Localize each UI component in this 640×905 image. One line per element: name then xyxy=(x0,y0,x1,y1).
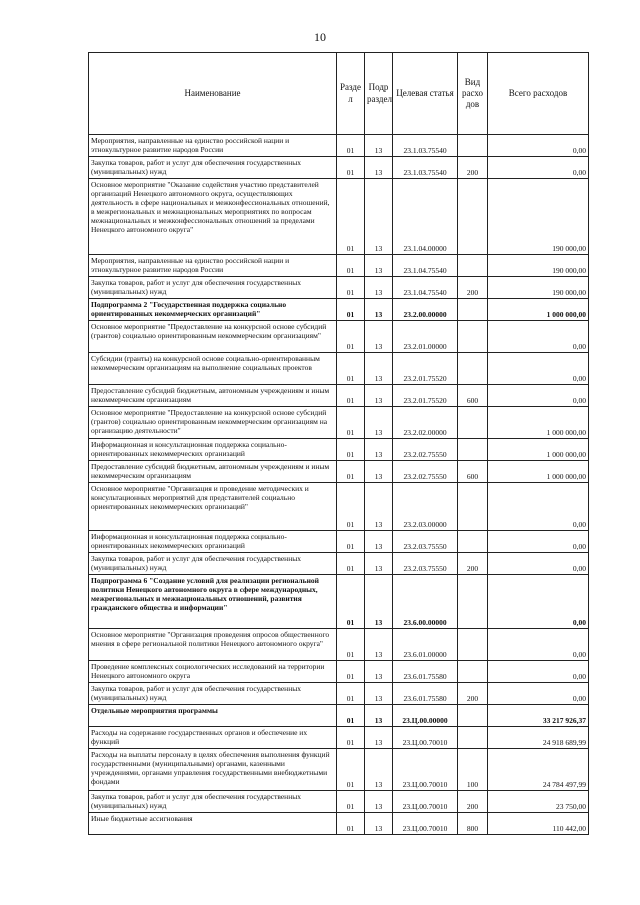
table-row xyxy=(89,749,589,791)
row-expense-type xyxy=(458,255,488,277)
row-target: 23.6.00.00000 xyxy=(393,575,458,629)
table-row xyxy=(89,299,589,321)
row-target: 23.1.03.75540 xyxy=(393,135,458,157)
row-expense-type xyxy=(458,135,488,157)
row-name: Закупка товаров, работ и услуг для обеспечения государственных (муниципальных) нужд xyxy=(89,157,337,179)
row-target: 23.2.01.00000 xyxy=(393,321,458,353)
row-target: 23.2.01.75520 xyxy=(393,385,458,407)
row-amount: 0,00 xyxy=(488,157,589,179)
row-expense-type xyxy=(458,321,488,353)
table-row xyxy=(89,439,589,461)
row-section: 01 xyxy=(337,629,365,661)
row-name: Расходы на содержание государственных органов и обеспечение их функций xyxy=(89,727,337,749)
table-row xyxy=(89,791,589,813)
row-expense-type: 200 xyxy=(458,683,488,705)
row-target: 23.2.03.75550 xyxy=(393,553,458,575)
row-target: 23.2.00.00000 xyxy=(393,299,458,321)
row-section: 01 xyxy=(337,531,365,553)
table-row xyxy=(89,683,589,705)
row-section: 01 xyxy=(337,727,365,749)
row-subsection: 13 xyxy=(365,791,393,813)
row-name: Информационная и консультационная поддержка социально-ориентированных некоммерческих организаций xyxy=(89,439,337,461)
row-name: Предоставление субсидий бюджетным, автономным учреждениям и иным некоммерческим организациям xyxy=(89,385,337,407)
row-name: Закупка товаров, работ и услуг для обеспечения государственных (муниципальных) нужд xyxy=(89,683,337,705)
row-expense-type: 200 xyxy=(458,553,488,575)
table-row xyxy=(89,407,589,439)
row-amount: 0,00 xyxy=(488,553,589,575)
row-name: Проведение комплексных социологических исследований на территории Ненецкого автономного округа xyxy=(89,661,337,683)
row-target: 23.6.01.75580 xyxy=(393,683,458,705)
row-name: Закупка товаров, работ и услуг для обеспечения государственных (муниципальных) нужд xyxy=(89,791,337,813)
table-body xyxy=(89,135,589,835)
row-expense-type xyxy=(458,661,488,683)
row-amount: 190 000,00 xyxy=(488,277,589,299)
row-expense-type xyxy=(458,353,488,385)
row-section: 01 xyxy=(337,277,365,299)
row-expense-type: 200 xyxy=(458,157,488,179)
row-name: Закупка товаров, работ и услуг для обеспечения государственных (муниципальных) нужд xyxy=(89,277,337,299)
table-row xyxy=(89,461,589,483)
row-target: 23.2.02.00000 xyxy=(393,407,458,439)
row-target: 23.2.03.00000 xyxy=(393,483,458,531)
row-section: 01 xyxy=(337,439,365,461)
table-row xyxy=(89,661,589,683)
header-subsection: Подр раздел xyxy=(365,53,393,135)
row-amount: 0,00 xyxy=(488,385,589,407)
row-section: 01 xyxy=(337,553,365,575)
row-section: 01 xyxy=(337,791,365,813)
table-row xyxy=(89,629,589,661)
row-expense-type xyxy=(458,299,488,321)
row-subsection: 13 xyxy=(365,553,393,575)
row-subsection: 13 xyxy=(365,407,393,439)
table-row xyxy=(89,727,589,749)
header-target: Целевая статья xyxy=(393,53,458,135)
row-expense-type xyxy=(458,439,488,461)
row-subsection: 13 xyxy=(365,179,393,255)
row-amount: 110 442,00 xyxy=(488,813,589,835)
row-target: 23.1.04.00000 xyxy=(393,179,458,255)
table-row xyxy=(89,277,589,299)
row-name: Субсидии (гранты) на конкурсной основе социально-ориентированным некоммерческим организациям на выполнение социальных проектов xyxy=(89,353,337,385)
row-subsection: 13 xyxy=(365,157,393,179)
row-subsection: 13 xyxy=(365,575,393,629)
row-amount: 0,00 xyxy=(488,629,589,661)
row-target: 23.2.03.75550 xyxy=(393,531,458,553)
row-expense-type xyxy=(458,483,488,531)
row-subsection: 13 xyxy=(365,813,393,835)
row-subsection: 13 xyxy=(365,629,393,661)
row-amount: 0,00 xyxy=(488,683,589,705)
table-row xyxy=(89,575,589,629)
row-target: 23.Ц.00.70010 xyxy=(393,727,458,749)
table-row xyxy=(89,321,589,353)
budget-table xyxy=(88,52,589,835)
row-target: 23.1.04.75540 xyxy=(393,277,458,299)
row-expense-type: 800 xyxy=(458,813,488,835)
row-expense-type xyxy=(458,575,488,629)
row-subsection: 13 xyxy=(365,531,393,553)
row-expense-type: 200 xyxy=(458,791,488,813)
row-name: Предоставление субсидий бюджетным, автономным учреждениям и иным некоммерческим организациям xyxy=(89,461,337,483)
row-name: Подпрограмма 6 "Создание условий для реализации региональной политики Ненецкого автономного округа в сфере международных, межрегиональных и межнациональных отношений, развития гражданского общества и информации" xyxy=(89,575,337,629)
row-amount: 190 000,00 xyxy=(488,179,589,255)
row-name: Основное мероприятие "Организация и проведение методических и консультационных мероприятий для представителей социально ориентированных некоммерческих организаций" xyxy=(89,483,337,531)
table-row xyxy=(89,353,589,385)
row-subsection: 13 xyxy=(365,385,393,407)
row-section: 01 xyxy=(337,135,365,157)
table-row xyxy=(89,531,589,553)
row-target: 23.2.02.75550 xyxy=(393,461,458,483)
row-expense-type xyxy=(458,407,488,439)
row-amount: 1 000 000,00 xyxy=(488,407,589,439)
row-amount: 0,00 xyxy=(488,353,589,385)
row-target: 23.Ц.00.70010 xyxy=(393,749,458,791)
row-amount: 0,00 xyxy=(488,661,589,683)
row-expense-type: 600 xyxy=(458,385,488,407)
header-expense-type: Вид расхо дов xyxy=(458,53,488,135)
row-name: Отдельные мероприятия программы xyxy=(89,705,337,727)
row-name: Основное мероприятие "Оказание содействия участию представителей организаций Ненецкого автономного округа, осуществляющих деятельность в сфере национальных и межконфессиональных отношений, в межрегиональных и межнациональных мероприятиях по вопросам межнациональных и межконфессиональных отношений за пределами Ненецкого автономного округа" xyxy=(89,179,337,255)
table-row xyxy=(89,483,589,531)
row-section: 01 xyxy=(337,321,365,353)
row-target: 23.6.01.00000 xyxy=(393,629,458,661)
row-section: 01 xyxy=(337,407,365,439)
row-subsection: 13 xyxy=(365,353,393,385)
row-section: 01 xyxy=(337,461,365,483)
row-amount: 190 000,00 xyxy=(488,255,589,277)
row-amount: 24 918 689,99 xyxy=(488,727,589,749)
row-section: 01 xyxy=(337,353,365,385)
row-section: 01 xyxy=(337,255,365,277)
row-subsection: 13 xyxy=(365,705,393,727)
row-section: 01 xyxy=(337,299,365,321)
row-amount: 23 750,00 xyxy=(488,791,589,813)
row-target: 23.2.01.75520 xyxy=(393,353,458,385)
row-section: 01 xyxy=(337,483,365,531)
row-section: 01 xyxy=(337,385,365,407)
row-amount: 24 784 497,99 xyxy=(488,749,589,791)
row-name: Закупка товаров, работ и услуг для обеспечения государственных (муниципальных) нужд xyxy=(89,553,337,575)
row-name: Основное мероприятие "Предоставление на конкурсной основе субсидий (грантов) социально ориентированным некоммерческим организациям на организацию деятельности" xyxy=(89,407,337,439)
row-section: 01 xyxy=(337,749,365,791)
header-name: Наименование xyxy=(89,53,337,135)
row-name: Расходы на выплаты персоналу в целях обеспечения выполнения функций государственными (муниципальными) органами, казенными учреждениями, органами управления государственными внебюджетными фондами xyxy=(89,749,337,791)
row-expense-type: 100 xyxy=(458,749,488,791)
row-subsection: 13 xyxy=(365,661,393,683)
table-row xyxy=(89,705,589,727)
header-total: Всего расходов xyxy=(488,53,589,135)
row-name: Подпрограмма 2 "Государственная поддержка социально ориентированных некоммерческих организаций" xyxy=(89,299,337,321)
table-row xyxy=(89,255,589,277)
row-subsection: 13 xyxy=(365,683,393,705)
row-subsection: 13 xyxy=(365,255,393,277)
row-subsection: 13 xyxy=(365,135,393,157)
row-subsection: 13 xyxy=(365,749,393,791)
table-row xyxy=(89,135,589,157)
row-target: 23.Ц.00.70010 xyxy=(393,791,458,813)
row-target: 23.1.03.75540 xyxy=(393,157,458,179)
row-amount: 33 217 926,37 xyxy=(488,705,589,727)
row-target: 23.1.04.75540 xyxy=(393,255,458,277)
row-name: Иные бюджетные ассигнования xyxy=(89,813,337,835)
row-section: 01 xyxy=(337,575,365,629)
row-section: 01 xyxy=(337,661,365,683)
row-section: 01 xyxy=(337,705,365,727)
row-amount: 1 000 000,00 xyxy=(488,299,589,321)
row-section: 01 xyxy=(337,683,365,705)
row-amount: 0,00 xyxy=(488,575,589,629)
row-subsection: 13 xyxy=(365,461,393,483)
row-subsection: 13 xyxy=(365,727,393,749)
row-name: Мероприятия, направленные на единство российской нации и этнокультурное развитие народов России xyxy=(89,255,337,277)
table-row xyxy=(89,179,589,255)
row-amount: 1 000 000,00 xyxy=(488,461,589,483)
row-amount: 1 000 000,00 xyxy=(488,439,589,461)
row-target: 23.Ц.00.00000 xyxy=(393,705,458,727)
row-amount: 0,00 xyxy=(488,483,589,531)
table-row xyxy=(89,157,589,179)
row-subsection: 13 xyxy=(365,439,393,461)
row-subsection: 13 xyxy=(365,483,393,531)
row-name: Информационная и консультационная поддержка социально-ориентированных некоммерческих организаций xyxy=(89,531,337,553)
row-expense-type xyxy=(458,629,488,661)
row-name: Мероприятия, направленные на единство российской нации и этнокультурное развитие народов России xyxy=(89,135,337,157)
header-section: Разде л xyxy=(337,53,365,135)
row-subsection: 13 xyxy=(365,299,393,321)
row-expense-type: 600 xyxy=(458,461,488,483)
row-expense-type xyxy=(458,179,488,255)
row-expense-type xyxy=(458,727,488,749)
table-row xyxy=(89,813,589,835)
row-amount: 0,00 xyxy=(488,135,589,157)
row-name: Основное мероприятие "Предоставление на конкурсной основе субсидий (грантов) социально ориентированным некоммерческим организациям" xyxy=(89,321,337,353)
row-expense-type xyxy=(458,531,488,553)
row-name: Основное мероприятие "Организация проведения опросов общественного мнения в сфере региональной политики Ненецкого автономного округа" xyxy=(89,629,337,661)
row-section: 01 xyxy=(337,179,365,255)
table-row xyxy=(89,553,589,575)
row-expense-type: 200 xyxy=(458,277,488,299)
row-target: 23.Ц.00.70010 xyxy=(393,813,458,835)
row-amount: 0,00 xyxy=(488,531,589,553)
row-subsection: 13 xyxy=(365,277,393,299)
row-target: 23.2.02.75550 xyxy=(393,439,458,461)
row-section: 01 xyxy=(337,157,365,179)
page-number: 10 xyxy=(314,30,326,44)
row-target: 23.6.01.75580 xyxy=(393,661,458,683)
row-subsection: 13 xyxy=(365,321,393,353)
row-section: 01 xyxy=(337,813,365,835)
table-header-row xyxy=(89,53,589,135)
row-expense-type xyxy=(458,705,488,727)
table-row xyxy=(89,385,589,407)
row-amount: 0,00 xyxy=(488,321,589,353)
